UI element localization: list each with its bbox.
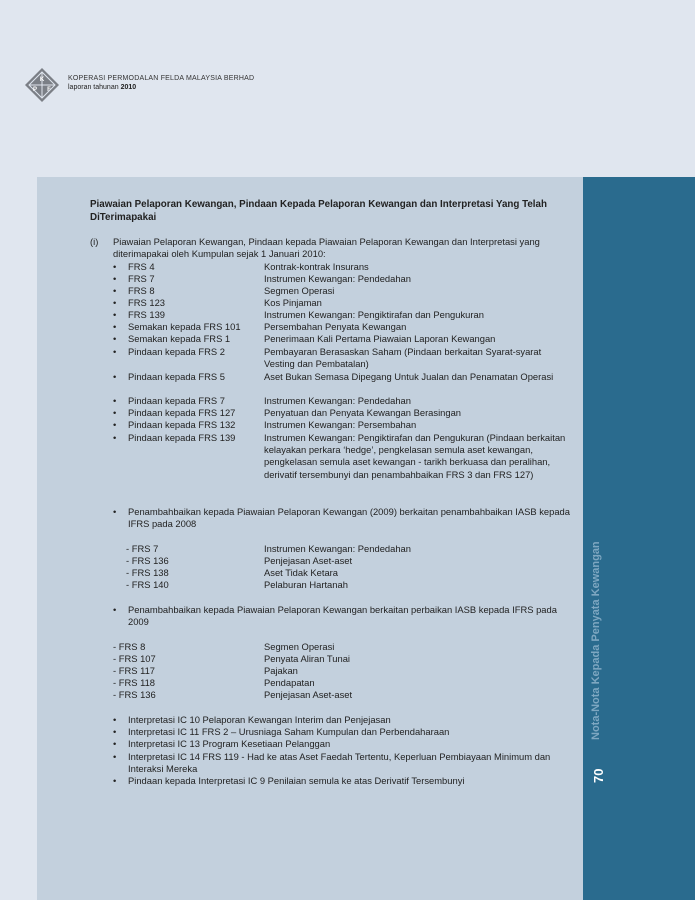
report-label: laporan tahunan [68,84,119,91]
interpretation-text: Interpretasi IC 14 FRS 119 - Had ke atas Aset Faedah Tertentu, Keperluan Pembiayaan Minimum dan Interaksi Mereka [128,751,551,775]
sub-standard-desc: Segmen Operasi [264,641,335,652]
bullet: • [113,407,117,418]
bullet: • [113,419,117,430]
bullet: • [113,321,117,332]
standard-desc: Penerimaan Kali Pertama Piawaian Laporan Kewangan [264,333,496,344]
standard-code: Pindaan kepada FRS 132 [128,419,236,430]
intro-text: Piawaian Pelaporan Kewangan, Pindaan kepada Piawaian Pelaporan Kewangan dan Interpretasi yang diterimapakai oleh Kumpulan sejak 1 Januari 2010: [113,236,540,260]
sub-standard-desc: Penjejasan Aset-aset [264,555,353,566]
bullet: • [113,261,117,272]
standard-desc: Pembayaran Berasaskan Saham (Pindaan berkaitan Syarat-syarat Vesting dan Pembatalan) [264,346,542,370]
svg-text:K: K [39,77,45,83]
sub-standard-desc: Pajakan [264,665,298,676]
bullet: • [113,726,117,737]
interpretation-text: Interpretasi IC 11 FRS 2 – Urusniaga Saham Kumpulan dan Perbendaharaan [128,726,450,737]
standard-code: Semakan kepada FRS 1 [128,333,231,344]
standard-code: Semakan kepada FRS 101 [128,321,241,332]
sub-standard-code: - FRS 8 [113,641,146,652]
bullet: • [113,371,117,382]
standard-desc: Persembahan Penyata Kewangan [264,321,407,332]
item-marker: (i) [90,236,99,247]
standard-code: Pindaan kepada FRS 127 [128,407,236,418]
sub-standard-code: - FRS 118 [113,677,156,688]
sub-standard-code: - FRS 117 [113,665,156,676]
improvements-2009-text: Penambahbaikan kepada Piawaian Pelaporan Kewangan (2009) berkaitan penambahbaikan IASB kepada IFRS pada 2008 [128,506,570,530]
sub-standard-desc: Pendapatan [264,677,315,688]
kpf-logo [24,67,60,103]
standard-desc: Kontrak-kontrak Insurans [264,261,369,272]
standard-desc: Instrumen Kewangan: Pengiktirafan dan Pengukuran (Pindaan berkaitan kelayakan perkara ‘hedge’, pengkelasan semula aset kewangan, pengkelasan semula aset kewangan - tarikh berkuasa dan peralihan, derivatif tersembunyi dan penambahbaikan FRS 3 dan FRS 127) [264,432,566,480]
bullet: • [113,714,117,725]
standard-desc: Penyatuan dan Penyata Kewangan Berasingan [264,407,462,418]
bullet: • [113,309,117,320]
standard-code: FRS 8 [128,285,155,296]
standard-desc: Aset Bukan Semasa Dipegang Untuk Jualan dan Penamatan Operasi [264,371,554,382]
standard-desc: Instrumen Kewangan: Pengiktirafan dan Pengukuran [264,309,484,320]
standard-code: FRS 7 [128,273,155,284]
section-title: Piawaian Pelaporan Kewangan, Pindaan Kepada Pelaporan Kewangan dan Interpretasi Yang Telah DiTerimapakai [90,199,547,223]
bullet: • [113,738,117,749]
standard-code: FRS 123 [128,297,165,308]
bullet: • [113,285,117,296]
sub-standard-code: - FRS 107 [113,653,156,664]
bullet: • [113,333,117,344]
bullet: • [113,506,117,517]
sub-standard-code: - FRS 136 [113,689,156,700]
improvements-ifrs-2009-text: Penambahbaikan kepada Piawaian Pelaporan Kewangan berkaitan perbaikan IASB kepada IFRS pada 2009 [128,604,557,628]
standard-code: FRS 4 [128,261,155,272]
bullet: • [113,346,117,357]
sub-standard-desc: Penjejasan Aset-aset [264,689,353,700]
standard-desc: Kos Pinjaman [264,297,322,308]
side-band [583,177,695,900]
sub-standard-desc: Penyata Aliran Tunai [264,653,350,664]
interpretation-text: Interpretasi IC 13 Program Kesetiaan Pelanggan [128,738,331,749]
standard-desc: Instrumen Kewangan: Pendedahan [264,395,411,406]
report-title [68,83,254,92]
standard-desc: Instrumen Kewangan: Persembahan [264,419,417,430]
standard-code: FRS 139 [128,309,165,320]
organization-name: KOPERASI PERMODALAN FELDA MALAYSIA BERHAD [68,75,255,82]
interpretation-text: Pindaan kepada Interpretasi IC 9 Penilaian semula ke atas Derivatif Tersembunyi [128,775,465,786]
sub-standard-code: - FRS 7 [126,543,159,554]
standard-code: Pindaan kepada FRS 139 [128,432,236,443]
side-section-title: Nota-Nota Kepada Penyata Kewangan [590,541,602,740]
sub-standard-code: - FRS 138 [126,567,169,578]
standard-code: Pindaan kepada FRS 5 [128,371,225,382]
page-number: 70 [591,768,606,783]
bullet: • [113,432,117,443]
bullet: • [113,751,117,762]
sub-standard-desc: Pelaburan Hartanah [264,579,348,590]
standard-code: Pindaan kepada FRS 7 [128,395,225,406]
report-year: 2010 [120,84,137,91]
bullet: • [113,775,117,786]
standard-desc: Segmen Operasi [264,285,335,296]
standard-desc: Instrumen Kewangan: Pendedahan [264,273,411,284]
sub-standard-code: - FRS 140 [126,579,169,590]
standard-code: Pindaan kepada FRS 2 [128,346,225,357]
bullet: • [113,395,117,406]
sub-standard-code: - FRS 136 [126,555,169,566]
bullet: • [113,604,117,615]
sub-standard-desc: Instrumen Kewangan: Pendedahan [264,543,411,554]
svg-text:P: P [32,87,38,93]
report-header [68,74,254,92]
bullet: • [113,273,117,284]
sub-standard-desc: Aset Tidak Ketara [264,567,338,578]
svg-text:F: F [47,87,51,93]
bullet: • [113,297,117,308]
interpretation-text: Interpretasi IC 10 Pelaporan Kewangan Interim dan Penjejasan [128,714,391,725]
